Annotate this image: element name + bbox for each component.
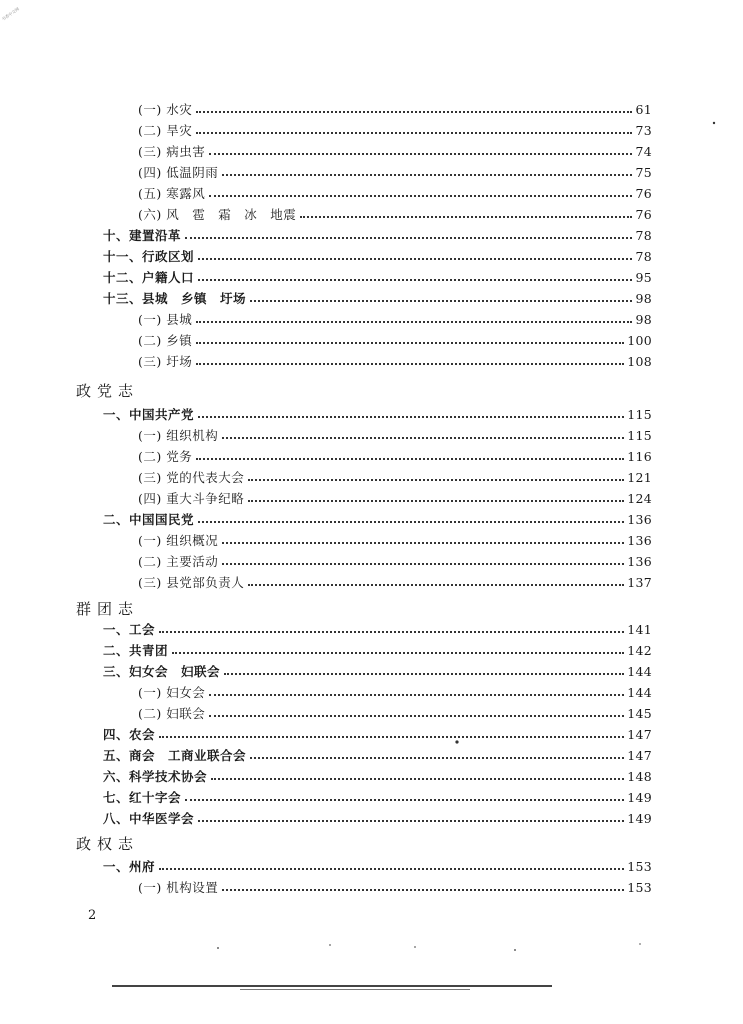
toc-entry-page: 76 <box>635 206 652 222</box>
toc-entry-label: 八、中华医学会 <box>103 811 195 826</box>
toc-entry-label: (一) 妇女会 <box>138 685 206 700</box>
toc-entry-page: 144 <box>627 663 652 679</box>
toc-entry-label: (三) 县党部负责人 <box>138 575 245 590</box>
toc-entry-label: 一、工会 <box>103 622 156 637</box>
toc-entry-label: 一、中国共产党 <box>103 407 195 422</box>
toc-entry-label: (一) 组织概况 <box>138 533 219 548</box>
toc-entry-label: 十二、户籍人口 <box>103 270 195 285</box>
toc-entry-label: 五、商会 工商业联合会 <box>103 748 247 763</box>
toc-entry-page: 144 <box>627 684 652 700</box>
section-title-zhengdang: 政党志 <box>76 382 140 400</box>
page-number: 2 <box>88 908 97 923</box>
toc-entry-page: 73 <box>635 122 652 138</box>
toc-entry-page: 75 <box>635 164 652 180</box>
toc-entry-page: 61 <box>635 101 652 117</box>
toc-entry-page: 98 <box>635 290 652 306</box>
toc-entry-page: 147 <box>627 726 652 742</box>
toc-entry-label: 六、科学技术协会 <box>103 769 208 784</box>
section-title-quntuan: 群团志 <box>76 600 140 618</box>
toc-entry-page: 145 <box>627 705 652 721</box>
toc-entry-page: 153 <box>627 858 652 874</box>
toc-entry-page: 149 <box>627 789 652 805</box>
toc-entry-label: (三) 圩场 <box>138 354 193 369</box>
toc-entry-page: 76 <box>635 185 652 201</box>
toc-entry-page: 116 <box>627 448 652 464</box>
toc-entry-label: (五) 寒露风 <box>138 186 206 201</box>
toc-entry-page: 78 <box>635 227 652 243</box>
toc-entry-page: 108 <box>627 353 652 369</box>
toc-entry-page: 121 <box>627 469 652 485</box>
toc-entry-page: 141 <box>627 621 652 637</box>
toc-entry-label: (四) 重大斗争纪略 <box>138 491 245 506</box>
toc-entry-label: (二) 妇联会 <box>138 706 206 721</box>
toc-entry-page: 142 <box>627 642 652 658</box>
toc-entry-label: (六) 风 雹 霜 冰 地震 <box>138 207 297 222</box>
toc-entry-page: 115 <box>627 406 652 422</box>
toc-entry-page: 136 <box>627 532 652 548</box>
toc-entry-label: (三) 党的代表大会 <box>138 470 245 485</box>
toc-entry-label: 七、红十字会 <box>103 790 182 805</box>
toc-entry-label: (二) 党务 <box>138 449 193 464</box>
toc-entry-label: (一) 组织机构 <box>138 428 219 443</box>
toc-entry-label: 十三、县城 乡镇 圩场 <box>103 291 247 306</box>
toc-entry-page: 95 <box>635 269 652 285</box>
toc-entry-label: 四、农会 <box>103 727 156 742</box>
stamp-text: 书香中文网 <box>0 6 20 22</box>
toc-entry-label: 二、共青团 <box>103 643 169 658</box>
toc-entry-page: 147 <box>627 747 652 763</box>
toc-entry-label: 十、建置沿革 <box>103 228 182 243</box>
toc-entry-label: (二) 旱灾 <box>138 123 193 138</box>
toc-entry-label: (一) 水灾 <box>138 102 193 117</box>
toc-entry-page: 137 <box>627 574 652 590</box>
toc-entry-page: 136 <box>627 511 652 527</box>
toc-entry-label: 三、妇女会 妇联会 <box>103 664 221 679</box>
toc-entry-page: 98 <box>635 311 652 327</box>
toc-entry-page: 115 <box>627 427 652 443</box>
toc-entry-page: 149 <box>627 810 652 826</box>
toc-entry-label: (一) 县城 <box>138 312 193 327</box>
toc-entry-label: 二、中国国民党 <box>103 512 195 527</box>
toc-entry-label: (三) 病虫害 <box>138 144 206 159</box>
toc-entry-label: (二) 乡镇 <box>138 333 193 348</box>
toc-entry-label: 十一、行政区划 <box>103 249 195 264</box>
toc-entry-page: 100 <box>627 332 652 348</box>
toc-entry-page: 153 <box>627 879 652 895</box>
toc-entry-page: 74 <box>635 143 652 159</box>
toc-entry-page: 78 <box>635 248 652 264</box>
toc-entry-page: 124 <box>627 490 652 506</box>
toc-entry-label: (一) 机构设置 <box>138 880 219 895</box>
toc-entry-page: 136 <box>627 553 652 569</box>
toc-entry-label: 一、州府 <box>103 859 156 874</box>
toc-entry-label: (二) 主要活动 <box>138 554 219 569</box>
section-title-zhengquan: 政权志 <box>76 835 140 853</box>
toc-entry-page: 148 <box>627 768 652 784</box>
toc-entry-label: (四) 低温阴雨 <box>138 165 219 180</box>
